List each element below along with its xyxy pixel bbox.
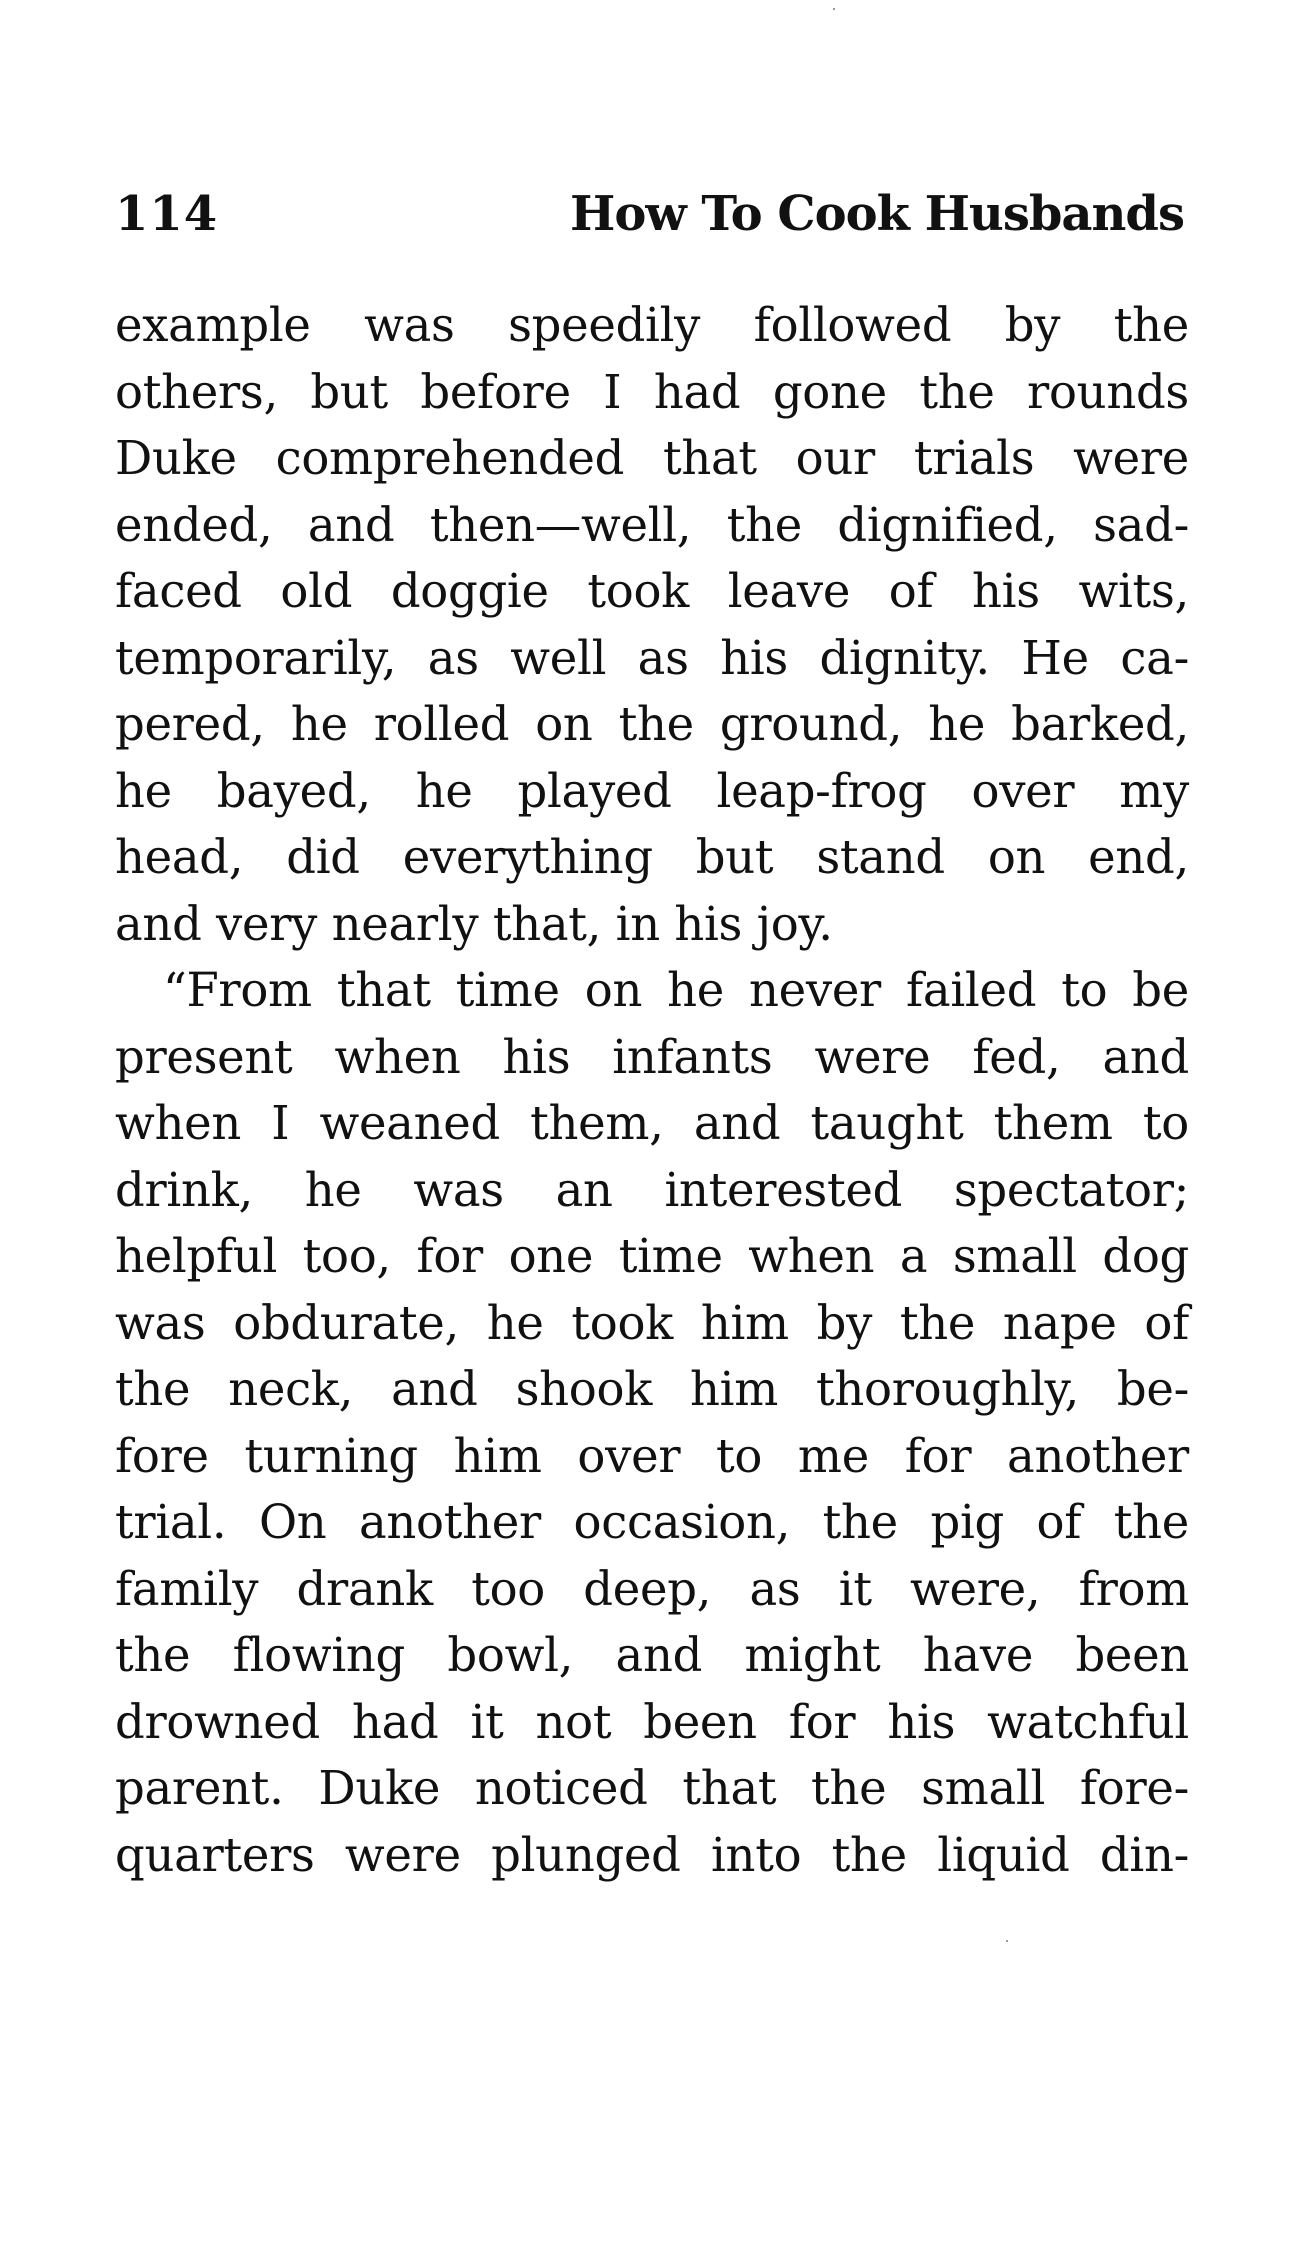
text-line: when I weaned them, and taught them to [115, 1096, 1189, 1150]
text-line: and very nearly that, in his joy. [115, 896, 833, 951]
text-line: fore turning him over to me for another [115, 1428, 1189, 1483]
page-header [115, 186, 1184, 250]
running-title: How To Cook Husbands [570, 186, 1184, 242]
text-line: Duke comprehended that our trials were [115, 431, 1189, 485]
text-line: faced old doggie took leave of his wits, [115, 564, 1189, 618]
text-line: he bayed, he played leap-frog over my [115, 763, 1189, 818]
text-line: the flowing bowl, and might have been [115, 1628, 1189, 1682]
text-line: others, but before I had gone the rounds [115, 364, 1189, 419]
text-line: drowned had it not been for his watchful [115, 1694, 1189, 1749]
text-line: ended, and then—well, the dignified, sad- [115, 497, 1189, 552]
text-line: head, did everything but stand on end, [115, 830, 1189, 884]
scan-speck [1006, 1940, 1008, 1942]
body-text [115, 292, 1189, 1888]
page-number: 114 [115, 186, 219, 242]
text-line: family drank too deep, as it were, from [115, 1561, 1189, 1616]
text-line: parent. Duke noticed that the small fore- [115, 1761, 1189, 1815]
paragraph [115, 957, 1189, 1888]
text-line: temporarily, as well as his dignity. He ca- [115, 630, 1189, 685]
paragraph [115, 292, 1189, 957]
scan-speck [833, 8, 835, 10]
text-line: trial. On another occasion, the pig of the [115, 1495, 1189, 1549]
text-line: helpful too, for one time when a small dog [115, 1229, 1189, 1283]
text-line: pered, he rolled on the ground, he barked, [115, 697, 1189, 751]
text-line: “From that time on he never failed to be [163, 963, 1189, 1017]
text-line: quarters were plunged into the liquid din- [115, 1827, 1189, 1882]
text-line: was obdurate, he took him by the nape of [115, 1295, 1189, 1350]
text-line: present when his infants were fed, and [115, 1029, 1189, 1084]
text-line: the neck, and shook him thoroughly, be- [115, 1362, 1189, 1416]
text-line: drink, he was an interested spectator; [115, 1162, 1189, 1217]
text-line: example was speedily followed by the [115, 298, 1189, 352]
